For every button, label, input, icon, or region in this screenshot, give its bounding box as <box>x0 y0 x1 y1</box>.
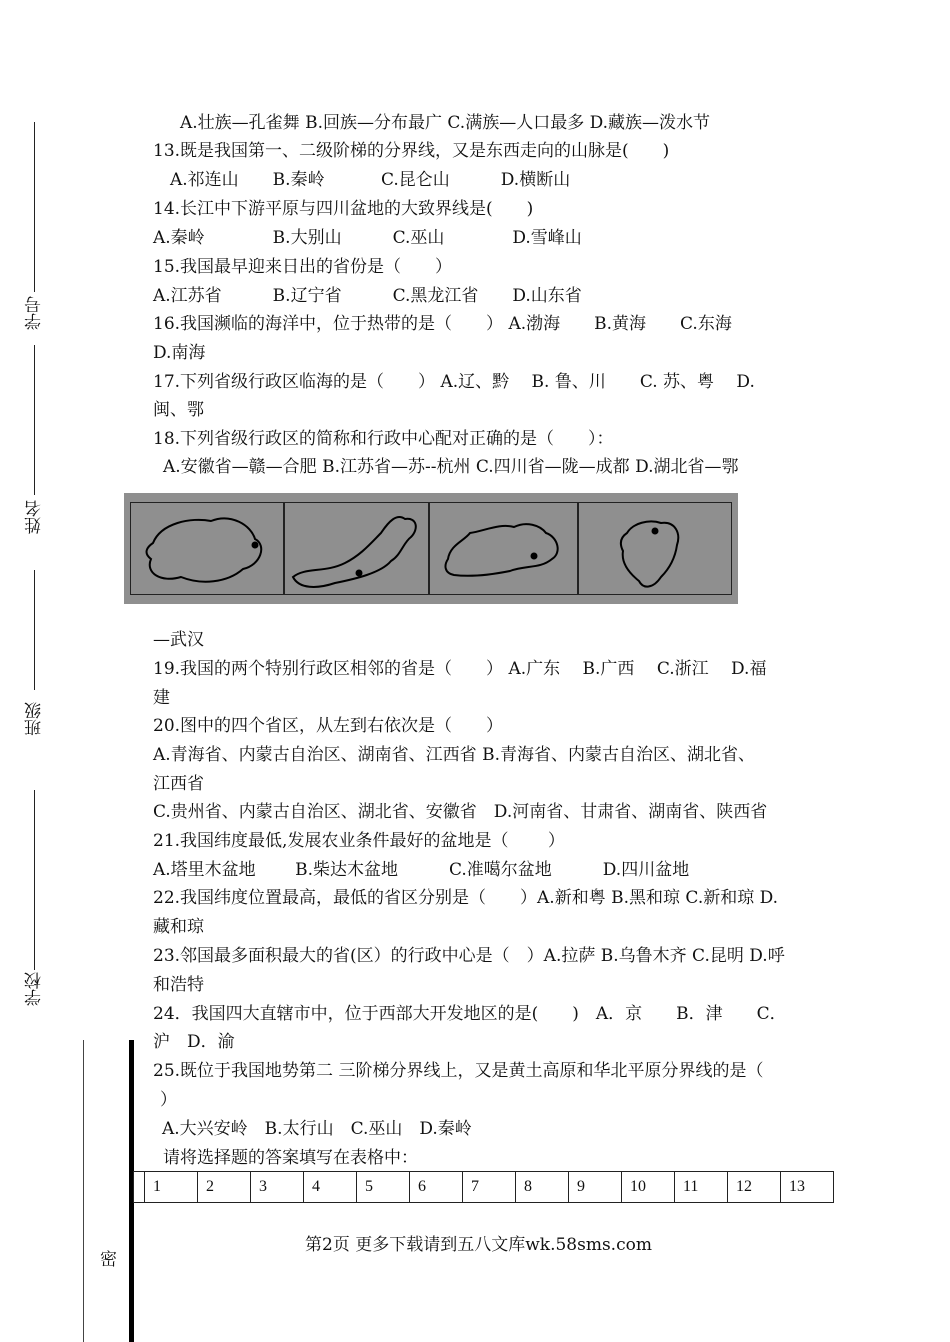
province-maps <box>124 493 738 604</box>
map-jiangxi-shape <box>579 503 731 594</box>
q23: 23.邻国最多面积最大的省(区）的行政中心是（ ）A.拉萨 B.乌鲁木齐 C.昆明 D.呼 <box>153 946 785 966</box>
q20-options-ab: A.青海省、内蒙古自治区、湖南省、江西省 B.青海省、内蒙古自治区、湖北省、 <box>153 745 755 765</box>
answer-cell[interactable]: 9 <box>569 1172 622 1203</box>
answer-cell[interactable]: 1 <box>145 1172 198 1203</box>
q22-cont: 藏和琼 <box>153 917 204 937</box>
answer-cell[interactable]: 11 <box>675 1172 728 1203</box>
map-inner-mongolia <box>284 502 429 595</box>
map-inner-mongolia-shape <box>285 503 428 594</box>
map-qinghai <box>130 502 284 595</box>
q15: 15.我国最早迎来日出的省份是（ ） <box>153 257 453 277</box>
side-rule-2 <box>34 345 35 495</box>
answer-table <box>133 1171 834 1203</box>
q25-options: A.大兴安岭 B.太行山 C.巫山 D.秦岭 <box>162 1119 472 1139</box>
map-hubei <box>429 502 578 595</box>
side-rule-3 <box>34 570 35 690</box>
side-rule-4 <box>34 790 35 970</box>
class-label: 班级 <box>25 702 45 736</box>
q14: 14.长江中下游平原与四川盆地的大致界线是( ) <box>153 199 534 219</box>
q18-options: A.安徽省—赣—合肥 B.江苏省—苏--杭州 C.四川省—陇—成都 D.湖北省—鄂 <box>163 457 739 477</box>
map-qinghai-shape <box>131 503 283 594</box>
q13-options: A.祁连山 B.秦岭 C.昆仑山 D.横断山 <box>170 170 571 190</box>
map-jiangxi <box>578 502 732 595</box>
q17-cont: 闽、鄂 <box>153 400 204 420</box>
school-label: 学校 <box>25 972 45 1006</box>
q21: 21.我国纬度最低,发展农业条件最好的盆地是（ ） <box>153 831 565 851</box>
q25: 25.既位于我国地势第二 三阶梯分界线上，又是黄土高原和华北平原分界线的是（ <box>153 1061 764 1081</box>
q16: 16.我国濒临的海洋中，位于热带的是（ ） A.渤海 B.黄海 C.东海 <box>153 314 732 334</box>
q16-cont: D.南海 <box>153 343 206 363</box>
answer-cell[interactable]: 7 <box>463 1172 516 1203</box>
q18: 18.下列省级行政区的简称和行政中心配对正确的是（ ）： <box>153 429 614 449</box>
page-footer: 第2页 更多下载请到五八文库wk.58sms.com <box>305 1235 652 1255</box>
q14-options: A.秦岭 B.大别山 C.巫山 D.雪峰山 <box>153 228 582 248</box>
seal-line <box>83 1040 84 1342</box>
answer-cell[interactable]: 6 <box>410 1172 463 1203</box>
q19: 19.我国的两个特别行政区相邻的省是（ ） A.广东 B.广西 C.浙江 D.福 <box>153 659 767 679</box>
q13: 13.既是我国第一、二级阶梯的分界线，又是东西走向的山脉是( ) <box>153 141 670 161</box>
q15-options: A.江苏省 B.辽宁省 C.黑龙江省 D.山东省 <box>153 286 582 306</box>
name-label: 姓名 <box>25 500 45 534</box>
q17: 17.下列省级行政区临海的是（ ） A.辽、黔 B. 鲁、川 C. 苏、粤 D. <box>153 372 755 392</box>
answer-cell[interactable]: 12 <box>728 1172 781 1203</box>
answer-cell[interactable]: 2 <box>198 1172 251 1203</box>
seal-label: 密 <box>100 1250 117 1270</box>
answer-cell[interactable]: 10 <box>622 1172 675 1203</box>
q20-options-cd: C.贵州省、内蒙古自治区、湖北省、安徽省 D.河南省、甘肃省、湖南省、陕西省 <box>153 802 768 822</box>
q25-cont: ） <box>160 1090 177 1110</box>
q20-options-ab-cont: 江西省 <box>153 774 204 794</box>
q21-options: A.塔里木盆地 B.柴达木盆地 C.准噶尔盆地 D.四川盆地 <box>153 860 690 880</box>
q24-cont: 沪 D．渝 <box>153 1032 235 1052</box>
q12-options: A.壮族—孔雀舞 B.回族—分布最广 C.满族—人口最多 D.藏族—泼水节 <box>180 113 711 133</box>
q18-cont: —武汉 <box>153 630 204 650</box>
answer-cell-lead <box>134 1172 145 1203</box>
map-hubei-shape <box>430 503 577 594</box>
student-no-label: 学号 <box>25 296 45 330</box>
answer-cell[interactable]: 13 <box>781 1172 834 1203</box>
q19-cont: 建 <box>153 688 170 708</box>
answer-cell[interactable]: 3 <box>251 1172 304 1203</box>
q22: 22.我国纬度位置最高，最低的省区分别是（ ）A.新和粤 B.黑和琼 C.新和琼 D. <box>153 888 779 908</box>
answer-instruction: 请将选择题的答案填写在表格中： <box>163 1148 418 1168</box>
side-rule-top <box>34 122 35 292</box>
answer-cell[interactable]: 5 <box>357 1172 410 1203</box>
q23-cont: 和浩特 <box>153 975 204 995</box>
answer-table-row <box>134 1172 834 1203</box>
q24: 24．我国四大直辖市中，位于西部大开发地区的是( ) A．京 B．津 C． <box>153 1004 787 1024</box>
answer-cell[interactable]: 4 <box>304 1172 357 1203</box>
q20: 20.图中的四个省区，从左到右依次是（ ） <box>153 716 504 736</box>
answer-cell[interactable]: 8 <box>516 1172 569 1203</box>
